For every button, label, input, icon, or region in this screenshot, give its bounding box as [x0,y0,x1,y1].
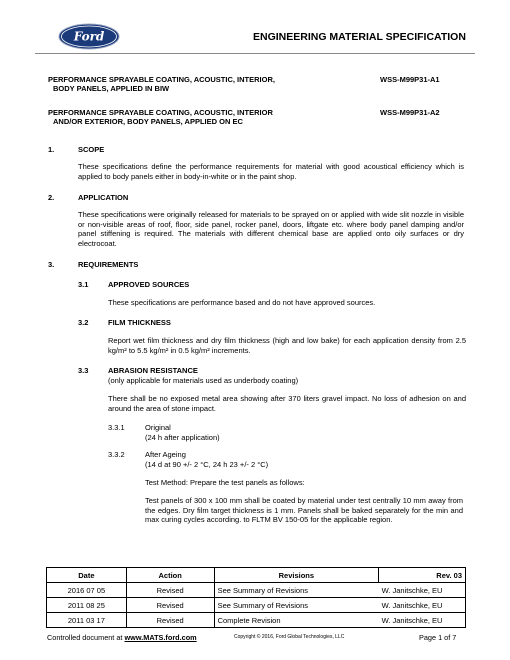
row-revisions: Complete Revision [214,613,379,628]
header-action: Action [126,568,214,583]
spec-a1-code: WSS-M99P31-A1 [380,75,440,84]
test-method-text: Test panels of 300 x 100 mm shall be coated by material under test centrally 10 mm away from the edges. Dry film target thickness is 1 mm. Panels shall be baked separately for the min and max curing cycles according. to FLTM BV 150-05 for the applicable region. [145,496,463,525]
section-1-number: 1. [48,145,55,154]
header-rev: Rev. 03 [379,568,466,583]
row-revisions: See Summary of Revisions [214,583,379,598]
row-date: 2011 03 17 [47,613,127,628]
row-date: 2011 08 25 [47,598,127,613]
header-revisions: Revisions [214,568,379,583]
section-1-text: These specifications define the performance requirements for material with good acoustical efficiency which is applied to body panels either in body-in-white or in the paint shop. [78,162,464,181]
section-3-title: REQUIREMENTS [78,260,139,269]
document-type-title: ENGINEERING MATERIAL SPECIFICATION [253,31,466,43]
table-row [47,613,466,628]
row-author: W. Janitschke, EU [379,583,466,598]
controlled-prefix: Controlled document at [47,633,125,642]
section-3-3-1-detail: (24 h after application) [145,433,220,442]
row-date: 2016 07 05 [47,583,127,598]
header-divider [35,53,475,54]
spec-a1-title-line2: BODY PANELS, APPLIED IN BIW [53,84,170,93]
test-method-label: Test Method: Prepare the test panels as follows: [145,478,305,487]
spec-a2-code: WSS-M99P31-A2 [380,108,440,117]
section-3-1-title: APPROVED SOURCES [108,280,190,289]
section-3-1-text: These specifications are performance based and do not have approved sources. [108,298,376,307]
section-1-title: SCOPE [78,145,105,154]
section-3-number: 3. [48,260,55,269]
section-3-3-title: ABRASION RESISTANCE [108,366,198,375]
header-date: Date [47,568,127,583]
copyright-text: Copyright © 2016, Ford Global Technologies, LLC [234,634,345,640]
row-author: W. Janitschke, EU [379,598,466,613]
section-3-3-text: There shall be no exposed metal area showing after 370 liters gravel impact. No loss of adhesion on and around the area of stone impact. [108,394,466,413]
section-3-2-number: 3.2 [78,318,89,327]
section-3-3-subtitle: (only applicable for materials used as underbody coating) [108,376,299,385]
page-number: Page 1 of 7 [419,633,457,642]
section-3-3-1-number: 3.3.1 [108,423,125,432]
row-author: W. Janitschke, EU [379,613,466,628]
row-action: Revised [126,598,214,613]
section-2-title: APPLICATION [78,193,129,202]
spec-a1-title-line1: PERFORMANCE SPRAYABLE COATING, ACOUSTIC, INTERIOR, [48,75,275,84]
row-action: Revised [126,613,214,628]
section-3-3-2-title: After Ageing [145,450,186,459]
section-2-number: 2. [48,193,55,202]
section-3-1-number: 3.1 [78,280,89,289]
section-3-3-number: 3.3 [78,366,89,375]
section-3-3-2-number: 3.3.2 [108,450,125,459]
table-row [47,598,466,613]
spec-a2-title-line1: PERFORMANCE SPRAYABLE COATING, ACOUSTIC, INTERIOR [48,108,273,117]
revision-table-header [47,568,466,583]
ford-logo [58,23,120,50]
section-3-2-text: Report wet film thickness and dry film thickness (high and low bake) for each application density from 2.5 kg/m² to 5.5 kg/m² in 0.5 kg/m² increments. [108,336,466,355]
spec-a2-title-line2: AND/OR EXTERIOR, BODY PANELS, APPLIED ON EC [53,117,243,126]
section-3-2-title: FILM THICKNESS [108,318,171,327]
svg-text:Ford: Ford [73,29,105,44]
section-2-text: These specifications were originally released for materials to be sprayed on or applied with wide slit nozzle in visible or non-visible areas of roof, floor, side panel, rocker panel, doors, liftgate etc. where body panel damping and/or panel stiffening is required. The materials with different chemical base are applied onto oily surfaces or dry electrocoat. [78,210,464,248]
section-3-3-2-detail: (14 d at 90 +/- 2 °C, 24 h 23 +/- 2 °C) [145,460,269,469]
section-3-3-1-title: Original [145,423,171,432]
mats-link[interactable]: www.MATS.ford.com [124,633,197,642]
revision-table [46,567,466,628]
row-revisions: See Summary of Revisions [214,598,379,613]
table-row [47,583,466,598]
controlled-document-note [47,633,197,642]
row-action: Revised [126,583,214,598]
